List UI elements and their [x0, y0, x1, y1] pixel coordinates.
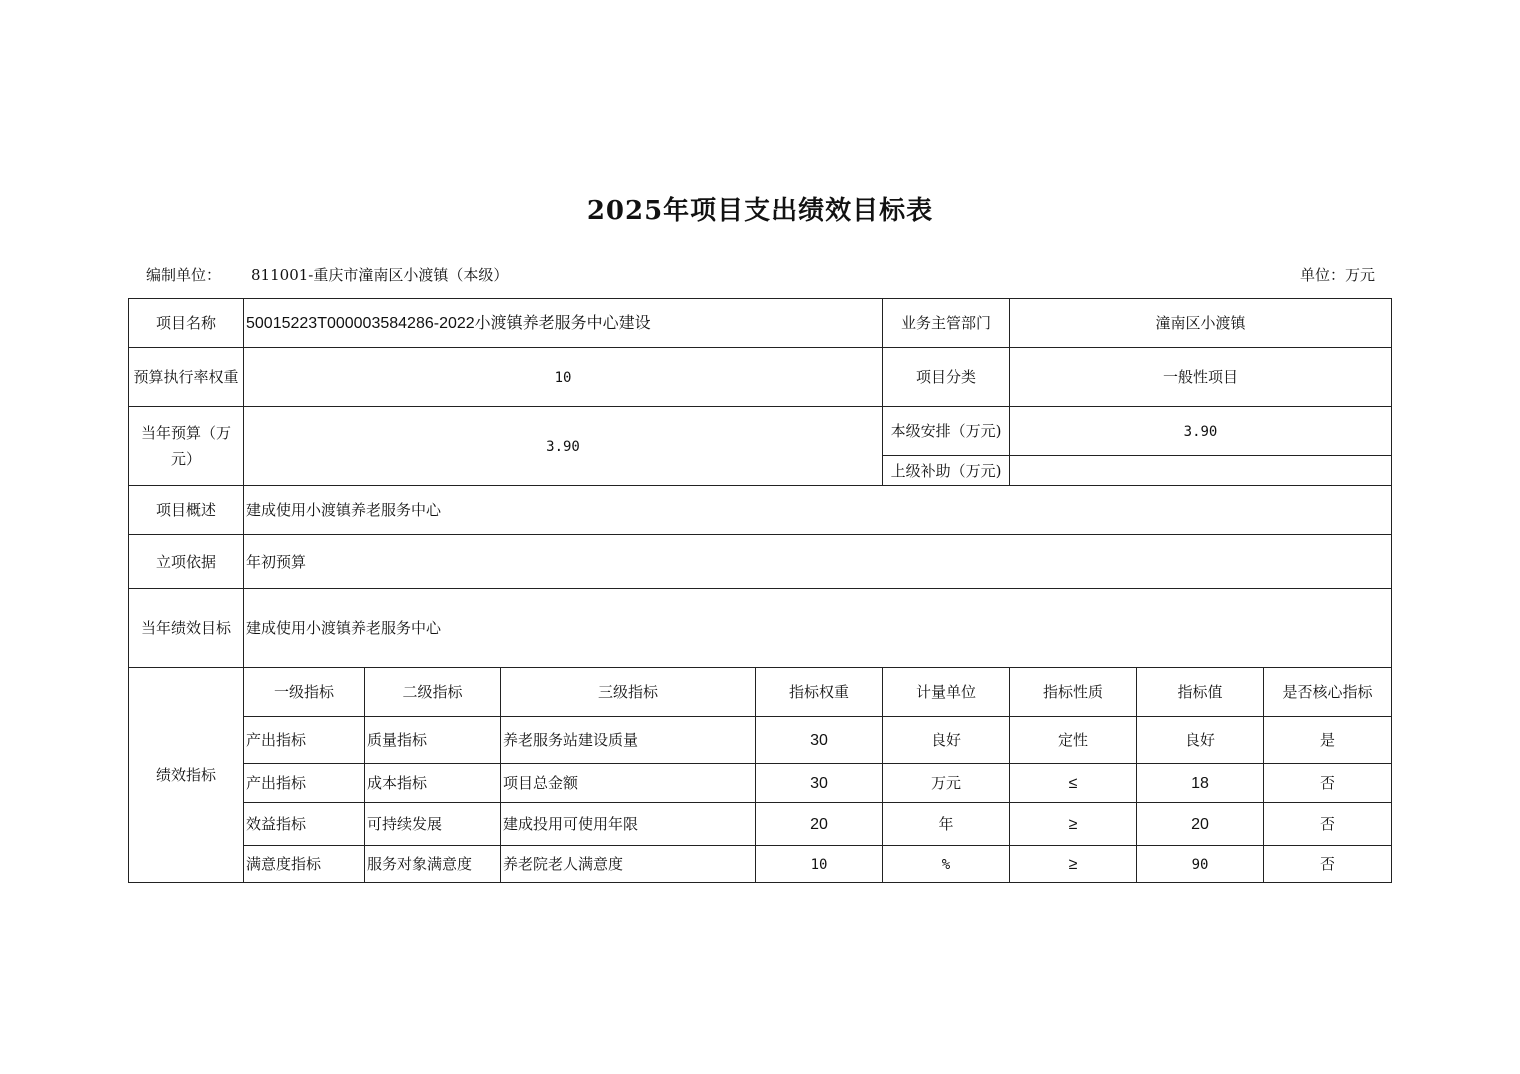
superior-subsidy-value	[1010, 456, 1392, 486]
weight-cell: 10	[756, 846, 883, 883]
level3-cell: 项目总金额	[501, 764, 756, 803]
row-budget-rate	[129, 348, 1392, 407]
category-label: 项目分类	[883, 348, 1010, 407]
nature-cell: ≥	[1010, 846, 1137, 883]
nature-cell: ≤	[1010, 764, 1137, 803]
value-cell: 90	[1137, 846, 1264, 883]
department-label: 业务主管部门	[883, 299, 1010, 348]
core-cell: 否	[1264, 803, 1392, 846]
column-header: 二级指标	[365, 668, 501, 717]
column-header: 指标值	[1137, 668, 1264, 717]
page-title: 2025年项目支出绩效目标表	[586, 196, 934, 226]
basis-value: 年初预算	[244, 535, 1392, 589]
compiling-unit-name: 811001-重庆市潼南区小渡镇（本级）	[251, 266, 509, 284]
row-annual-budget	[129, 407, 1392, 456]
budget-rate-weight-label: 预算执行率权重	[129, 348, 244, 407]
annual-budget-value: 3.90	[244, 407, 883, 486]
level3-cell: 养老服务站建设质量	[501, 717, 756, 764]
compiling-unit	[146, 264, 508, 285]
local-arrangement-label: 本级安排（万元)	[883, 407, 1010, 456]
local-arrangement-value: 3.90	[1010, 407, 1392, 456]
level1-cell: 效益指标	[244, 803, 365, 846]
overview-label: 项目概述	[129, 486, 244, 535]
annual-goal-label: 当年绩效目标	[129, 589, 244, 668]
level1-cell: 产出指标	[244, 764, 365, 803]
project-name-label: 项目名称	[129, 299, 244, 348]
row-project-name	[129, 299, 1392, 348]
budget-rate-weight-value: 10	[244, 348, 883, 407]
row-annual-goal	[129, 589, 1392, 668]
column-header: 指标性质	[1010, 668, 1137, 717]
row-overview	[129, 486, 1392, 535]
level3-cell: 养老院老人满意度	[501, 846, 756, 883]
level2-cell: 可持续发展	[365, 803, 501, 846]
value-cell: 20	[1137, 803, 1264, 846]
level2-cell: 服务对象满意度	[365, 846, 501, 883]
category-value: 一般性项目	[1010, 348, 1392, 407]
weight-cell: 30	[756, 717, 883, 764]
table-row	[129, 717, 1392, 764]
column-header: 指标权重	[756, 668, 883, 717]
weight-cell: 20	[756, 803, 883, 846]
annual-goal-value: 建成使用小渡镇养老服务中心	[244, 589, 1392, 668]
weight-cell: 30	[756, 764, 883, 803]
value-cell: 良好	[1137, 717, 1264, 764]
level3-cell: 建成投用可使用年限	[501, 803, 756, 846]
column-header: 一级指标	[244, 668, 365, 717]
unit-cell: 万元	[883, 764, 1010, 803]
nature-cell: ≥	[1010, 803, 1137, 846]
overview-value: 建成使用小渡镇养老服务中心	[244, 486, 1392, 535]
currency-unit: 单位：万元	[1300, 266, 1376, 284]
column-header: 计量单位	[883, 668, 1010, 717]
indicator-header-row	[129, 668, 1392, 717]
unit-cell: %	[883, 846, 1010, 883]
column-header: 是否核心指标	[1264, 668, 1392, 717]
core-cell: 是	[1264, 717, 1392, 764]
performance-target-table	[128, 298, 1392, 883]
level1-cell: 满意度指标	[244, 846, 365, 883]
row-basis	[129, 535, 1392, 589]
core-cell: 否	[1264, 764, 1392, 803]
table-row	[129, 803, 1392, 846]
level1-cell: 产出指标	[244, 717, 365, 764]
unit-cell: 良好	[883, 717, 1010, 764]
basis-label: 立项依据	[129, 535, 244, 589]
level2-cell: 成本指标	[365, 764, 501, 803]
table-row	[129, 846, 1392, 883]
nature-cell: 定性	[1010, 717, 1137, 764]
project-name-value: 50015223T000003584286-2022小渡镇养老服务中心建设	[244, 299, 883, 348]
table-row	[129, 764, 1392, 803]
column-header: 三级指标	[501, 668, 756, 717]
indicators-section-label: 绩效指标	[129, 668, 244, 883]
value-cell: 18	[1137, 764, 1264, 803]
compiling-unit-label: 编制单位：	[146, 266, 222, 284]
core-cell: 否	[1264, 846, 1392, 883]
unit-cell: 年	[883, 803, 1010, 846]
level2-cell: 质量指标	[365, 717, 501, 764]
superior-subsidy-label: 上级补助（万元)	[883, 456, 1010, 486]
department-value: 潼南区小渡镇	[1010, 299, 1392, 348]
annual-budget-label: 当年预算（万元）	[129, 407, 244, 486]
